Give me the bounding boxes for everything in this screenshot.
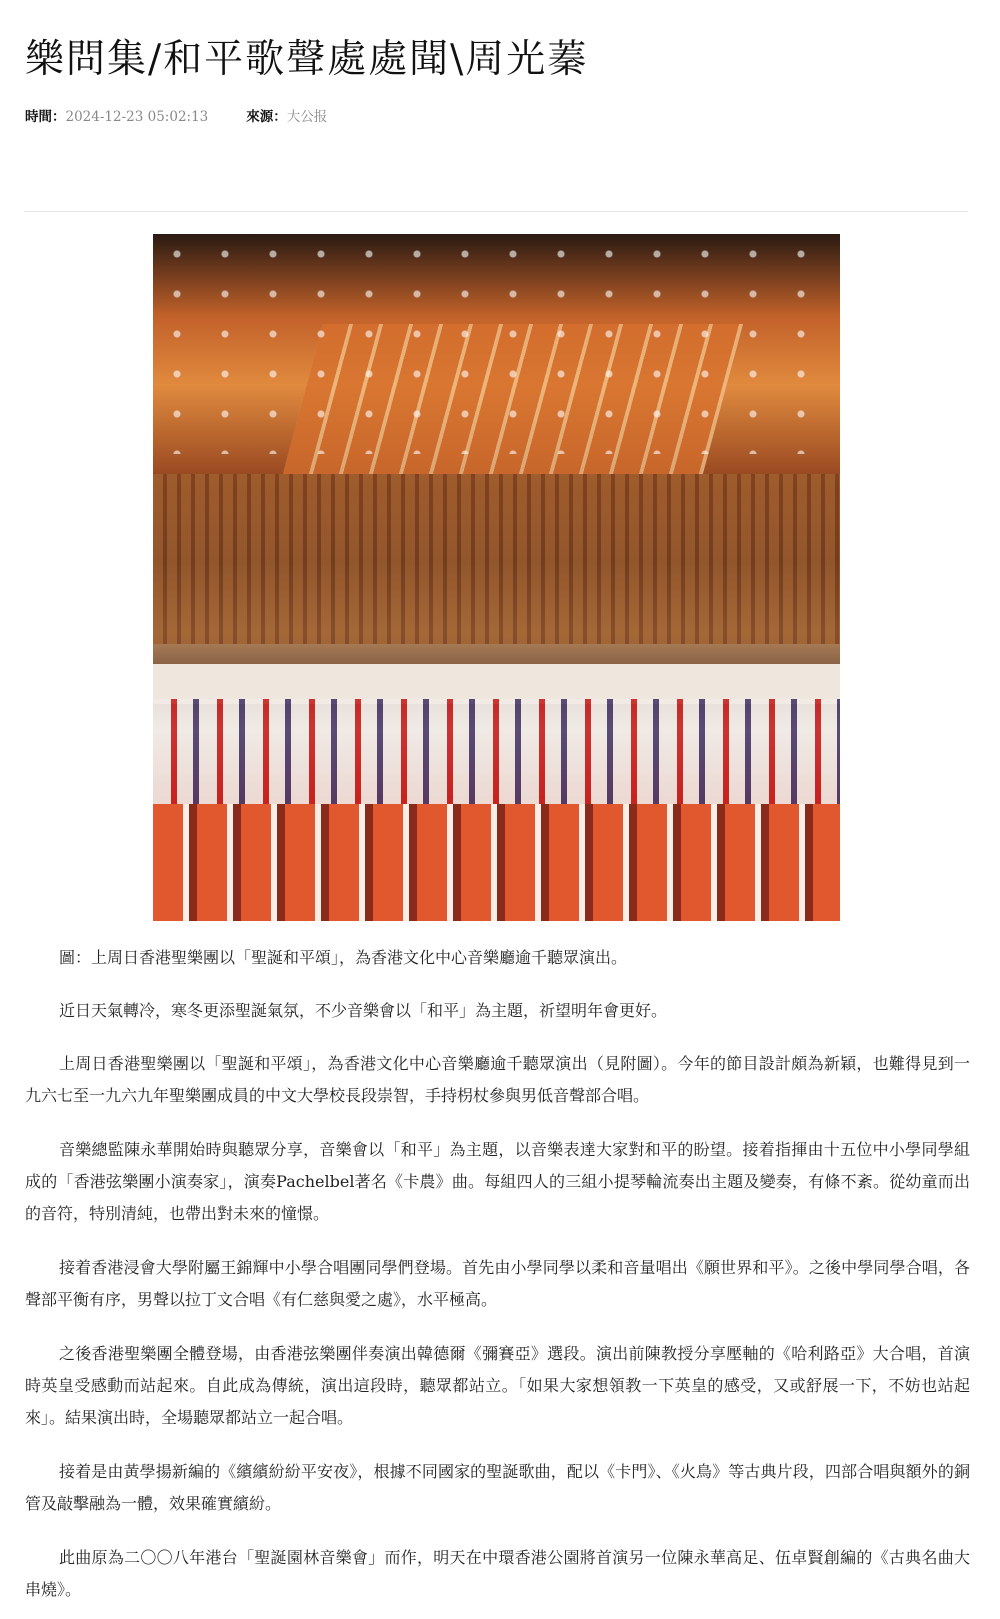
article-title: 樂問集/和平歌聲處處聞\周光蓁 [25, 37, 589, 82]
article-paragraph: 之後香港聖樂團全體登場，由香港弦樂團伴奏演出韓德爾《彌賽亞》選段。演出前陳教授分享壓軸的《哈利路亞》大合唱，首演時英皇受感動而站起來。自此成為傳統，演出這段時，聽眾都站立。「如果大家想領教一下英皇的感受，又或舒展一下，不妨也站起來」。結果演出時，全場聽眾都站立一起合唱。 [25, 1344, 970, 1427]
article-paragraph: 接着是由黃學揚新編的《繽繽紛紛平安夜》，根據不同國家的聖誕歌曲，配以《卡門》、《火鳥》等古典片段，四部合唱與額外的銅管及敲擊融為一體，效果確實繽紛。 [25, 1462, 970, 1513]
header-divider [24, 211, 968, 212]
photo-stage-lights [153, 234, 840, 454]
concert-photo [153, 234, 840, 921]
photo-stage [153, 664, 840, 704]
article-paragraph: 接着香港浸會大學附屬王錦輝中小學合唱團同學們登場。首先由小學同學以柔和音量唱出《願世界和平》。之後中學同學合唱，各聲部平衡有序，男聲以拉丁文合唱《有仁慈與愛之處》，水平極高。 [25, 1258, 970, 1309]
photo-caption: 圖：上周日香港聖樂團以「聖誕和平頌」，為香港文化中心音樂廳逾千聽眾演出。 [59, 948, 628, 967]
time-label: 時間： [25, 109, 66, 125]
photo-front-row [153, 804, 840, 921]
source-name: 大公报 [286, 109, 328, 125]
publish-time: 2024-12-23 05:02:13 [65, 109, 209, 125]
article-paragraph: 音樂總監陳永華開始時與聽眾分享，音樂會以「和平」為主題，以音樂表達大家對和平的盼望。接着指揮由十五位中小學同學組成的「香港弦樂團小演奏家」，演奏Pachelbel著名《卡農》曲。每組四人的三組小提琴輪流奏出主題及變奏，有條不紊。從幼童而出的音符，特別清純，也帶出對未來的憧憬。 [25, 1140, 970, 1223]
article-paragraph: 上周日香港聖樂團以「聖誕和平頌」，為香港文化中心音樂廳逾千聽眾演出（見附圖）。今年的節目設計頗為新穎，也難得見到一九六七至一九六九年聖樂團成員的中文大學校長段崇智，手持枴杖參與男低音聲部合唱。 [25, 1054, 970, 1105]
article-paragraph: 近日天氣轉冷，寒冬更添聖誕氣氛，不少音樂會以「和平」為主題，祈望明年會更好。 [59, 1001, 668, 1020]
source-label: 來源： [246, 109, 287, 125]
article-paragraph: 此曲原為二〇〇八年港台「聖誕園林音樂會」而作，明天在中環香港公園將首演另一位陳永華高足、伍卓賢創編的《古典名曲大串燒》。 [25, 1548, 970, 1599]
article-meta [25, 105, 327, 125]
photo-organ-wall [153, 474, 840, 644]
